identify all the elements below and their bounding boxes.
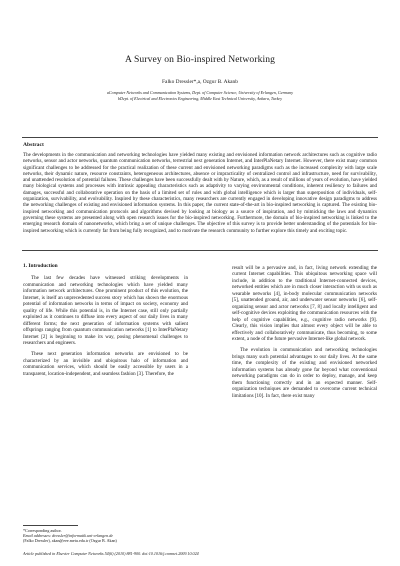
abstract-heading: Abstract <box>23 142 44 148</box>
footnote-corresponding: *Corresponding author. <box>23 528 62 533</box>
footnote-rule <box>23 525 78 526</box>
publication-info: Article published in Elsevier Computer Networks 54(6) (2010) 881-900. doi:10.1016/j.comnet.2009.10.024 <box>23 551 199 556</box>
intro-paragraph-2: These next generation information networks are envisioned to be characterized by an invisible and ubiquitous halo of information and communication services, which should be easily accessible by users in a transparent, location-independent, and seamless fashion [3]. Therefore, the <box>23 351 188 377</box>
affiliation-b: bDept. of Electrical and Electronics Engineering, Middle East Technical University, Ankara, Turkey <box>117 95 283 101</box>
intro-paragraph-4: The evolution in communication and networking technologies brings many such potential advantages to our daily lives. At the same time, the complexity of the existing and envisioned networked information systems has already gone far beyond what conventional networking paradigms can do in order to deploy, manage, and keep them functioning correctly and in an expected manner. Self-organization techniques are demanded to overcome current technical limitations [10]. In fact, there exist many <box>232 347 377 399</box>
footnote-email-names: (Falko Dressler), akan@eee.metu.edu.tr (Ozgur B. Akan) <box>23 538 117 543</box>
intro-paragraph-1: The last few decades have witnessed striking developments in communication and networking technologies which have yielded many information network architectures. One prominent product of this evolution, the Internet, is itself an unprecedented success story which has shown the enormous potential of information networks in terms of impact on society, economy and quality of life. While this potential is, in the Internet case, still only partially exploited as it continues to diffuse into every aspect of our daily lives in many different forms; the next generation of information systems with salient offsprings ranging from quantum communication networks [1] to InterPlaNetary Internet [2] is beginning to make its way, posing phenomenal challenges to researchers and engineers. <box>23 275 188 346</box>
author-list: Falko Dressler*,a, Ozgur B. Akanb <box>162 79 238 85</box>
abstract-text: The developments in the communication and networking technologies have yielded many existing and envisioned information network architectures such as cognitive radio networks, sensor and actor networks, quantum communication networks, terrestrial next generation Internet, and InterPlaNetary Internet. However, there exist many common significant challenges to be addressed for the practical realization of these current and envisioned networking paradigms such as the increased complexity with large scale networks, their dynamic nature, resource constraints, heterogeneous architectures, absence or impracticality of centralized control and infrastructure, need for survivability, and unattended resolution of potential failures. These challenges have been successfully dealt with by Nature, which, as a result of millions of years of evolution, have yielded many biological systems and processes with intrinsic appealing characteristics such as adaptivity to varying environmental conditions, inherent resiliency to failures and damages, successful and collaborative operation on the basis of a limited set of rules and with global intelligence which is larger than superposition of individuals, self-organization, survivability, and evolvability. Inspired by these characteristics, many researchers are currently engaged in developing innovative design paradigms to address the networking challenges of existing and envisioned information systems. In this paper, the current state-of-the-art in bio-inspired networking is captured. The existing bio-inspired networking and communication protocols and algorithms devised by looking at biology as a source of inspiration, and by mimicking the laws and dynamics governing these systems are presented along with open research issues for the bio-inspired networking. Furthermore, the domain of bio-inspired networking is linked to the emerging research domain of nanonetworks, which bring a set of unique challenges. The objective of this survey is to provide better understanding of the potentials for bio-inspired networking which is currently far from being fully recognized, and to motivate the research community to further explore this timely and exciting topic. <box>23 152 377 234</box>
section-heading: 1. Introduction <box>23 263 58 269</box>
paper-title: A Survey on Bio-inspired Networking <box>124 54 276 65</box>
affiliation-a: aComputer Networks and Communication Systems, Dept. of Computer Science, University of Erlangen, Germany <box>106 90 294 95</box>
right-column <box>232 265 377 399</box>
abstract-bottom-rule <box>22 250 378 251</box>
left-column <box>23 263 188 377</box>
abstract-top-rule <box>22 137 378 138</box>
intro-paragraph-3: result will be a pervasive and, in fact, living network extending the current Internet capabilities. This ubiquitous networking space will include, in addition to the traditional Internet-connected devices, networked entities which are in much closer interaction with us such as wearable networks [4], in-body molecular communication networks [5], unattended ground, air, and underwater sensor networks [6], self-organizing sensor and actor networks [7, 8] and locally intelligent and self-cognitive devices exploiting the communication resources with the help of cognitive capabilities, e.g., cognitive radio networks [9]. Clearly, this vision implies that almost every object will be able to effectively and collaboratively communicate, thus becoming, to some extent, a node of the future pervasive Internet-like global network. <box>232 265 377 342</box>
footnote-email: Email addresses: dressler@informatik.uni-erlangen.de <box>23 533 114 538</box>
